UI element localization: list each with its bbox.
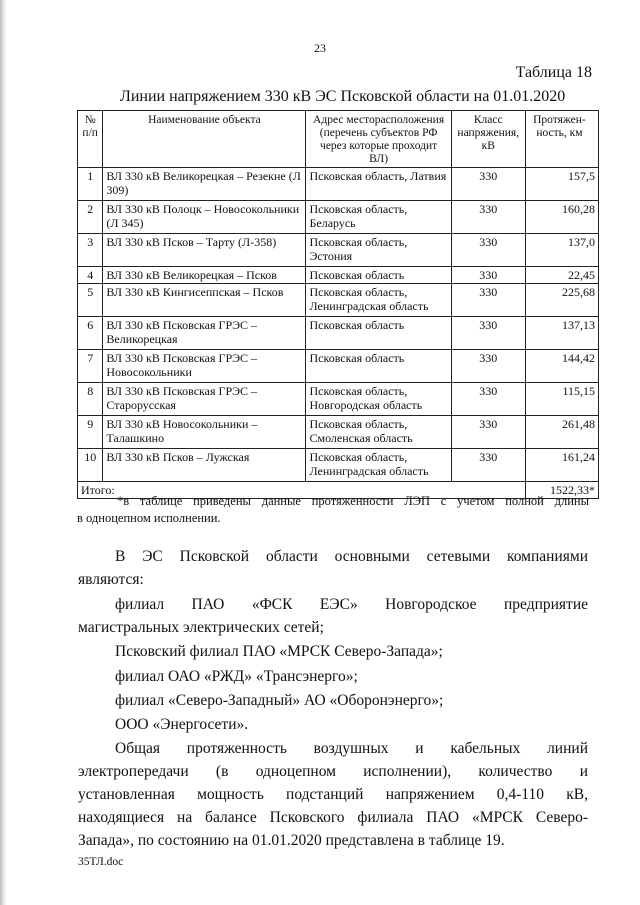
row-voltage: 330 [451, 234, 525, 267]
footnote-line-1: *в таблице приведены данные протяженности ЛЭП с учетом полной длины [117, 494, 589, 508]
row-name: ВЛ 330 кВ Новосокольники – Талашкино [103, 416, 306, 449]
row-name: ВЛ 330 кВ Псковская ГРЭС – Новосокольники [103, 350, 306, 383]
row-length: 115,15 [525, 383, 598, 416]
row-number: 7 [78, 350, 103, 383]
header-name: Наименование объекта [103, 111, 306, 168]
scan-edge-shadow [0, 0, 7, 905]
row-length: 225,68 [525, 284, 598, 317]
row-address: Псковская область [306, 350, 451, 383]
closing-line-3: установленная мощность подстанций напряжением 0,4-110 кВ, [78, 786, 588, 803]
row-address: Псковская область, Новгородская область [306, 383, 451, 416]
row-number: 2 [78, 201, 103, 234]
row-name: ВЛ 330 кВ Псковская ГРЭС – Великорецкая [103, 317, 306, 350]
table-row [78, 383, 599, 416]
company-item-4: филиал «Северо-Западный» АО «Оборонэнерго»; [115, 692, 444, 709]
row-voltage: 330 [451, 284, 525, 317]
row-address: Псковская область, Ленинградская область [306, 449, 451, 482]
row-number: 6 [78, 317, 103, 350]
row-number: 9 [78, 416, 103, 449]
footnote-line-2: в одноцепном исполнении. [77, 511, 221, 525]
total-value: 1522,33* [525, 482, 598, 499]
row-length: 137,0 [525, 234, 598, 267]
header-address: Адрес месторасположения (перечень субъектов РФ через которые проходит ВЛ) [306, 111, 451, 168]
total-label: Итого: [78, 482, 526, 499]
company-item-1 [78, 593, 588, 639]
row-address: Псковская область [306, 317, 451, 350]
header-number: № п/п [78, 111, 103, 168]
table-row [78, 317, 599, 350]
table-label: Таблица 18 [515, 64, 592, 81]
row-number: 10 [78, 449, 103, 482]
row-name: ВЛ 330 кВ Кингисеппская – Псков [103, 284, 306, 317]
row-name: ВЛ 330 кВ Псковская ГРЭС – Старорусская [103, 383, 306, 416]
page-number: 23 [314, 41, 326, 55]
row-voltage: 330 [451, 201, 525, 234]
table-row [78, 449, 599, 482]
power-lines-table [77, 110, 599, 499]
row-name: ВЛ 330 кВ Псков – Лужская [103, 449, 306, 482]
table-row [78, 234, 599, 267]
item1-line-1: филиал ПАО «ФСК ЕЭС» Новгородское предприятие [115, 596, 588, 613]
row-length: 157,5 [525, 168, 598, 201]
row-length: 261,48 [525, 416, 598, 449]
row-length: 144,42 [525, 350, 598, 383]
closing-paragraph [78, 737, 588, 852]
company-item-5: ООО «Энергосети». [115, 716, 249, 733]
header-voltage: Класс напряжения, кВ [451, 111, 525, 168]
closing-line-1: Общая протяженность воздушных и кабельных линий [115, 740, 588, 757]
closing-line-5: Запада», по состоянию на 01.01.2020 представлена в таблице 19. [78, 832, 505, 849]
row-number: 1 [78, 168, 103, 201]
row-address: Псковская область, Смоленская область [306, 416, 451, 449]
row-number: 3 [78, 234, 103, 267]
header-length: Протяжен-ность, км [525, 111, 598, 168]
row-address: Псковская область, Латвия [306, 168, 451, 201]
file-name: 35ТЛ.doc [78, 856, 124, 868]
row-name: ВЛ 330 кВ Великорецкая – Псков [103, 267, 306, 284]
table-row [78, 416, 599, 449]
row-voltage: 330 [451, 449, 525, 482]
table-title: Линии напряжением 330 кВ ЭС Псковской области на 01.01.2020 [120, 88, 566, 105]
table-row [78, 201, 599, 234]
row-voltage: 330 [451, 416, 525, 449]
row-length: 161,24 [525, 449, 598, 482]
table-row [78, 168, 599, 201]
company-item-3: филиал ОАО «РЖД» «Трансэнерго»; [115, 668, 358, 685]
row-name: ВЛ 330 кВ Полоцк – Новосокольники (Л 345) [103, 201, 306, 234]
intro-paragraph [78, 545, 588, 591]
table-header-row [78, 111, 599, 168]
closing-line-4: находящиеся на балансе Псковского филиала ПАО «МРСК Северо- [78, 809, 588, 826]
row-address: Псковская область, Беларусь [306, 201, 451, 234]
row-name: ВЛ 330 кВ Великорецкая – Резекне (Л 309) [103, 168, 306, 201]
row-address: Псковская область [306, 267, 451, 284]
company-item-2: Псковский филиал ПАО «МРСК Северо-Запада»; [115, 643, 443, 660]
row-voltage: 330 [451, 383, 525, 416]
table-row [78, 267, 599, 284]
row-number: 8 [78, 383, 103, 416]
row-address: Псковская область, Ленинградская область [306, 284, 451, 317]
item1-line-2: магистральных электрических сетей; [78, 619, 324, 636]
row-address: Псковская область, Эстония [306, 234, 451, 267]
table-footnote [77, 493, 589, 527]
row-length: 137,13 [525, 317, 598, 350]
row-voltage: 330 [451, 168, 525, 201]
row-number: 5 [78, 284, 103, 317]
table-row [78, 284, 599, 317]
closing-line-2: электропередачи (в одноцепном исполнении), количество и [78, 763, 588, 780]
row-voltage: 330 [451, 267, 525, 284]
intro-line-1: В ЭС Псковской области основными сетевыми компаниями [115, 548, 588, 565]
intro-line-2: являются: [78, 571, 144, 588]
row-name: ВЛ 330 кВ Псков – Тарту (Л-358) [103, 234, 306, 267]
row-voltage: 330 [451, 350, 525, 383]
row-voltage: 330 [451, 317, 525, 350]
table-row [78, 350, 599, 383]
row-length: 22,45 [525, 267, 598, 284]
row-number: 4 [78, 267, 103, 284]
row-length: 160,28 [525, 201, 598, 234]
